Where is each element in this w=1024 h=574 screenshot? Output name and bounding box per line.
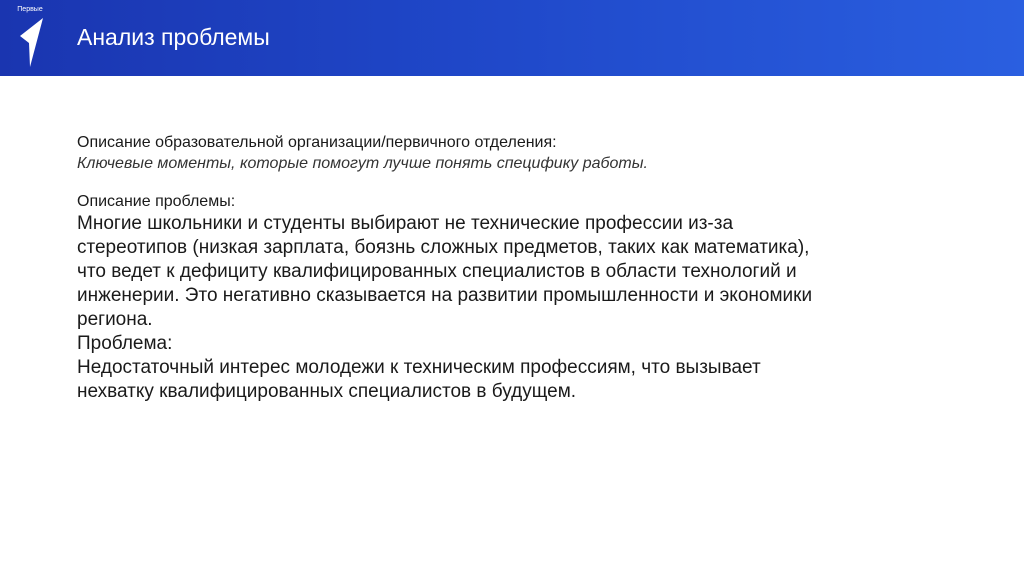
slide-content	[77, 132, 937, 404]
org-heading: Описание образовательной организации/первичного отделения:	[77, 134, 557, 151]
section-spacer	[77, 174, 937, 191]
problem-heading: Проблема:	[77, 333, 173, 354]
brand-logo	[10, 6, 50, 68]
problem-description-line: стереотипов (низкая зарплата, боязнь сложных предметов, таких как математика),	[77, 237, 810, 258]
page-title: Анализ проблемы	[77, 24, 270, 50]
problem-description-line: инженерии. Это негативно сказывается на развитии промышленности и экономики	[77, 285, 813, 306]
logo-text: Первые	[17, 6, 43, 13]
problem-description-heading: Описание проблемы:	[77, 193, 236, 210]
problem-description-line: Многие школьники и студенты выбирают не технические профессии из-за	[77, 213, 734, 234]
problem-description-line: региона.	[77, 309, 153, 330]
arrow-logo-icon	[18, 18, 44, 68]
org-subtitle: Ключевые моменты, которые помогут лучше понять специфику работы.	[77, 155, 648, 172]
header-bar	[0, 0, 1024, 76]
problem-line: нехватку квалифицированных специалистов в будущем.	[77, 381, 577, 402]
problem-line: Недостаточный интерес молодежи к техническим профессиям, что вызывает	[77, 357, 761, 378]
problem-description-line: что ведет к дефициту квалифицированных специалистов в области технологий и	[77, 261, 797, 282]
